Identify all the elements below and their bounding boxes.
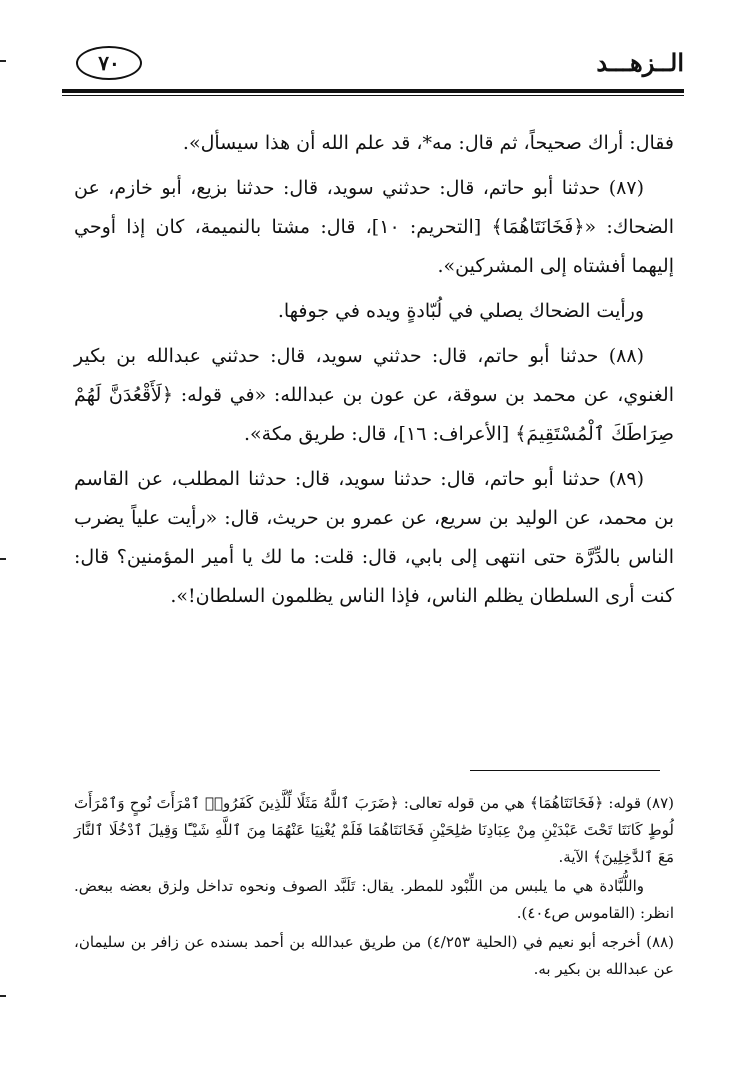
margin-mark (0, 995, 6, 997)
paragraph-2: ورأيت الضحاك يصلي في لُبّادةٍ ويده في جوفها. (277, 300, 644, 322)
header-rule-thin (62, 95, 684, 96)
page-header (62, 44, 684, 84)
footnote-separator (470, 770, 660, 771)
margin-mark (0, 558, 6, 560)
header-rule-thick (62, 89, 684, 93)
paragraph-88: (٨٨) حدثنا أبو حاتم، قال: حدثني سويد، قال: حدثني عبدالله بن بكير الغنوي، عن محمد بن سوقة، عن عون بن عبدالله: «في قوله: ﴿لَأَقْعُدَنَّ لَهُمْ صِرَاطَكَ ٱلْمُسْتَقِيمَ﴾ [الأعراف: ١٦]، قال: طريق مكة». (74, 345, 674, 445)
footnote-87: (٨٧) قوله: ﴿فَخَانَتَاهُمَا﴾ هي من قوله تعالى: ﴿ضَرَبَ ٱللَّهُ مَثَلًا لِّلَّذِينَ كَفَرُوا۟ ٱمْرَأَتَ نُوحٍ وَٱمْرَأَتَ لُوطٍ كَانَتَا تَحْتَ عَبْدَيْنِ مِنْ عِبَادِنَا صَٰلِحَيْنِ فَخَانَتَاهُمَا فَلَمْ يُغْنِيَا عَنْهُمَا مِنَ ٱللَّهِ شَيْـًٔا وَقِيلَ ٱدْخُلَا ٱلنَّارَ مَعَ ٱلدَّٰخِلِينَ﴾ الآية. (74, 794, 674, 866)
running-title: الــزهـــد (596, 48, 684, 77)
footnote-87-continued: واللُّبَّادة هي ما يلبس من اللِّبْود للمطر. يقال: تَلَبَّد الصوف ونحوه تداخل ولزق بعضه ببعض. انظر: (القاموس ص٤٠٤). (74, 877, 674, 922)
footnotes (74, 790, 674, 985)
paragraph-87: (٨٧) حدثنا أبو حاتم، قال: حدثني سويد، قال: حدثنا بزيع، أبو خازم، عن الضحاك: «﴿فَخَانَتَاهُمَا﴾ [التحريم: ١٠]، قال: مشتا بالنميمة، كان إذا أوحي إليهما أفشتاه إلى المشركين». (74, 177, 674, 277)
page-number: ٧٠ (76, 46, 142, 80)
main-text (74, 124, 674, 622)
margin-mark (0, 60, 6, 62)
footnote-88: (٨٨) أخرجه أبو نعيم في (الحلية ٤/٢٥٣) من طريق عبدالله بن أحمد بسنده عن زافر بن سليمان، عن عبدالله بن بكير به. (74, 933, 675, 978)
paragraph-1: فقال: أراك صحيحاً، ثم قال: مه*، قد علم الله أن هذا سيسأل». (182, 132, 674, 154)
paragraph-89: (٨٩) حدثنا أبو حاتم، قال: حدثنا سويد، قال: حدثنا المطلب، عن القاسم بن محمد، عن الوليد بن سريع، عن عمرو بن حريث، قال: «رأيت علياً يضرب الناس بالدِّرَّة حتى انتهى إلى بابي، قال: قلت: ما لك يا أمير المؤمنين؟ قال: كنت أرى السلطان يظلم الناس، فإذا الناس يظلمون السلطان!». (74, 468, 674, 607)
